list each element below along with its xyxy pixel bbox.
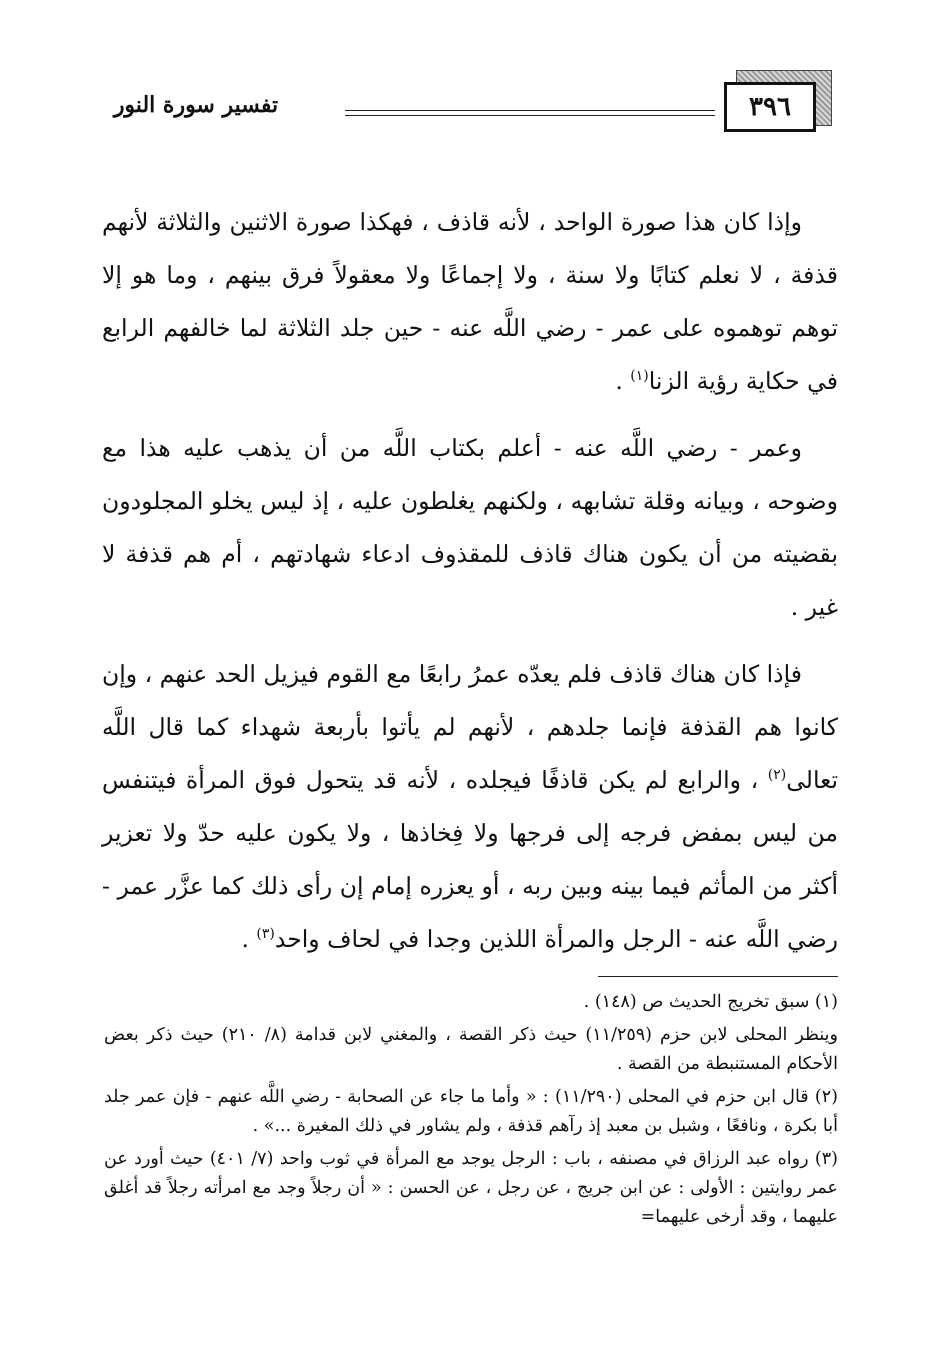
footnote-3: (٣) رواه عبد الرزاق في مصنفه ، باب : الرجل يوجد مع المرأة في ثوب واحد (٧/ ٤٠١) حيث أورد عن عمر روايتين : الأولى : عن ابن جريج ، عن رجل ، عن الحسن : « أن رجلاً وجد مع امرأته رجلاً قد أغلق عليهما ، وقد أرخى عليهما= <box>104 1149 838 1227</box>
footnote-ref-2[interactable]: (٢) <box>767 767 787 784</box>
paragraph-1 <box>102 196 838 408</box>
header-rule-bottom <box>345 115 715 116</box>
paragraph-text: فإذا كان هناك قاذف فلم يعدّه عمرُ رابعًا مع القوم فيزيل الحد عنهم ، وإن كانوا هم القذفة فإنما جلدهم ، لأنهم لم يأتوا بأربعة شهداء كما قال اللَّه تعالى <box>102 660 838 794</box>
paragraph-3 <box>102 648 838 966</box>
footnote-1: (١) سبق تخريج الحديث ص (١٤٨) . <box>583 992 838 1012</box>
paragraph-text-continued: ، والرابع لم يكن قاذفًا فيجلده ، لأنه قد يتحول فوق المرأة فيتنفس من ليس بمفض فرجه إلى فرجها ولا فِخاذها ، ولا يكون عليه حدّ ولا تعزير أكثر من المأثم فيما بينه وبين ربه ، أو يعزره إمام إن رأى ذلك كما عزَّر عمر - رضي اللَّه عنه - الرجل والمرأة اللذين وجدا في لحاف واحد <box>102 766 838 953</box>
page-number-frame <box>724 82 816 132</box>
paragraph-text: وعمر - رضي اللَّه عنه - أعلم بكتاب اللَّه من أن يذهب عليه هذا مع وضوحه ، وبيانه وقلة تشابهه ، ولكنهم يغلطون عليه ، إذ ليس يخلو المجلودون بقضيته من أن يكون هناك قاذف للمقذوف ادعاء شهادتهم ، أم هم قذفة لا غير . <box>102 434 838 621</box>
footnote-separator <box>598 976 838 977</box>
page-number: ٣٩٦ <box>749 92 791 122</box>
footnote-ref-3[interactable]: (٣) <box>256 926 275 943</box>
main-text <box>102 196 838 966</box>
running-title: تفسير سورة النور <box>113 92 279 118</box>
paragraph-tail: . <box>615 367 631 395</box>
footnote-2: (٢) قال ابن حزم في المحلى (١١/٢٩٠) : « وأما ما جاء عن الصحابة - رضي اللَّه عنهم - فإن عمر جلد أبا بكرة ، ونافعًا ، وشبل بن معبد إذ رآهم قذفة ، ولم يشاور في ذلك المغيرة ...» . <box>104 1087 838 1136</box>
page-header <box>0 0 951 160</box>
paragraph-text: وإذا كان هذا صورة الواحد ، لأنه قاذف ، فهكذا صورة الاثنين والثلاثة لأنهم قذفة ، لا نعلم كتابًا ولا سنة ، ولا إجماعًا ولا معقولاً فرق بينهم ، وما هو إلا توهم توهموه على عمر - رضي اللَّه عنه - حين جلد الثلاثة لما خالفهم الرابع في حكاية رؤية الزنا <box>102 208 838 395</box>
footnotes <box>104 988 838 1236</box>
header-rule-top <box>345 110 715 111</box>
footnote-1-continued: وينظر المحلى لابن حزم (١١/٢٥٩) حيث ذكر القصة ، والمغني لابن قدامة (٨/ ٢١٠) حيث ذكر بعض الأحكام المستنبطة من القصة . <box>104 1025 838 1074</box>
paragraph-2 <box>102 422 838 634</box>
footnote-ref-1[interactable]: (١) <box>630 368 649 385</box>
paragraph-tail: . <box>241 925 257 953</box>
